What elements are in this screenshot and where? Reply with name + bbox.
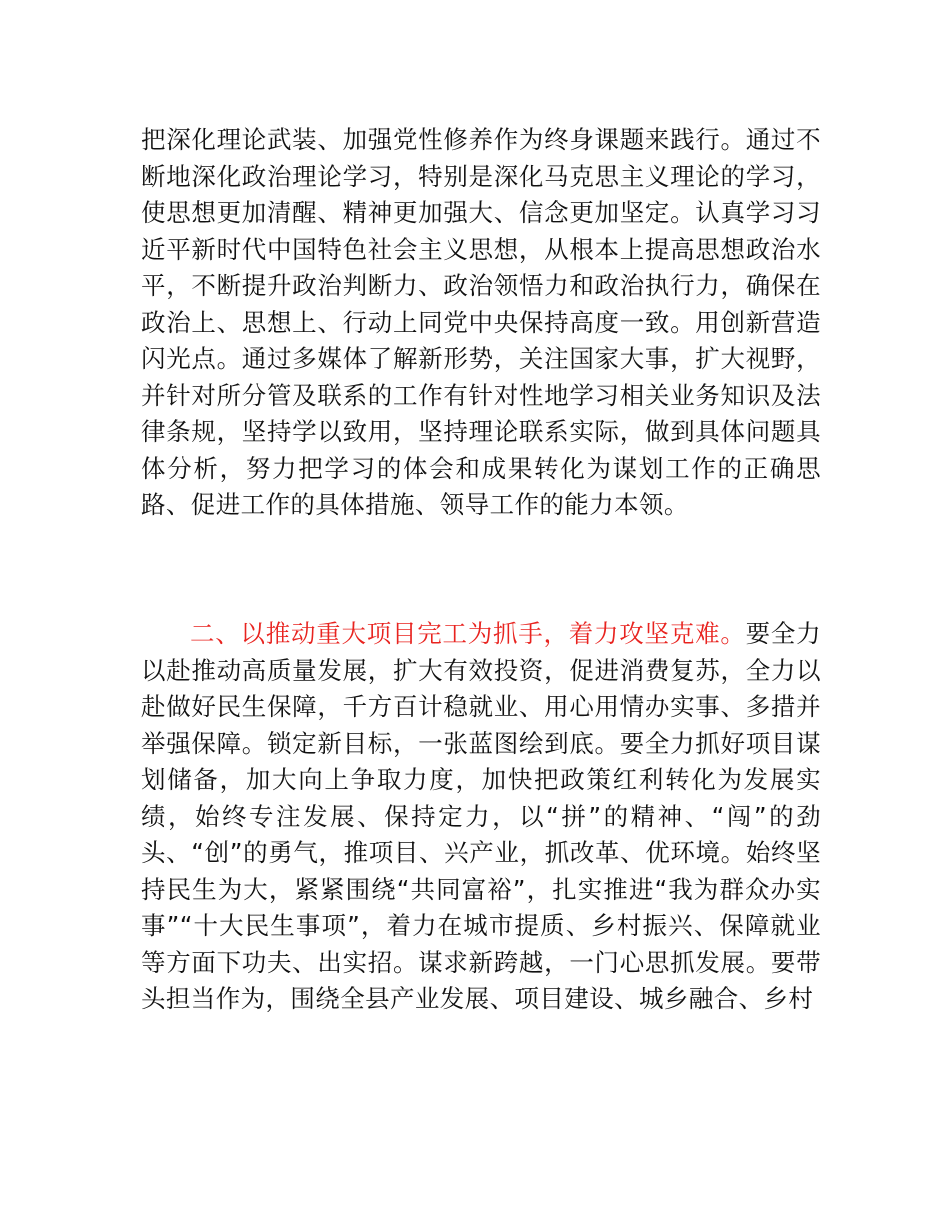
paragraph-2 xyxy=(141,616,821,1018)
paragraph-1-text: 把深化理论武装、加强党性修养作为终身课题来践行。通过不断地深化政治理论学习，特别是深化马克思主义理论的学习，使思想更加清醒、精神更加强大、信念更加坚定。认真学习习近平新时代中国特色社会主义思想，从根本上提高思想政治水平，不断提升政治判断力、政治领悟力和政治执行力，确保在政治上、思想上、行动上同党中央保持高度一致。用创新营造闪光点。通过多媒体了解新形势，关注国家大事，扩大视野，并针对所分管及联系的工作有针对性地学习相关业务知识及法律条规，坚持学以致用，坚持理论联系实际，做到具体问题具体分析，努力把学习的体会和成果转化为谋划工作的正确思路、促进工作的具体措施、领导工作的能力本领。 xyxy=(141,125,821,519)
paragraph-2-body xyxy=(141,616,821,1018)
paragraph-2-text: 要全力以赴推动高质量发展，扩大有效投资，促进消费复苏，全力以赴做好民生保障，千方百计稳就业、用心用情办实事、多措并举强保障。锁定新目标，一张蓝图绘到底。要全力抓好项目谋划储备，加大向上争取力度，加快把政策红利转化为发展实绩，始终专注发展、保持定力，以“拼”的精神、“闯”的劲头、“创”的勇气，推项目、兴产业，抓改革、优环境。始终坚持民生为大，紧紧围绕“共同富裕”，扎实推进“我为群众办实事”“十大民生事项”，着力在城市提质、乡村振兴、保障就业等方面下功夫、出实招。谋求新跨越，一门心思抓发展。要带头担当作为，围绕全县产业发展、项目建设、城乡融合、乡村 xyxy=(141,619,821,1013)
section-heading: 二、以推动重大项目完工为抓手，着力攻坚克难。 xyxy=(190,619,746,648)
paragraph-1 xyxy=(141,122,821,524)
